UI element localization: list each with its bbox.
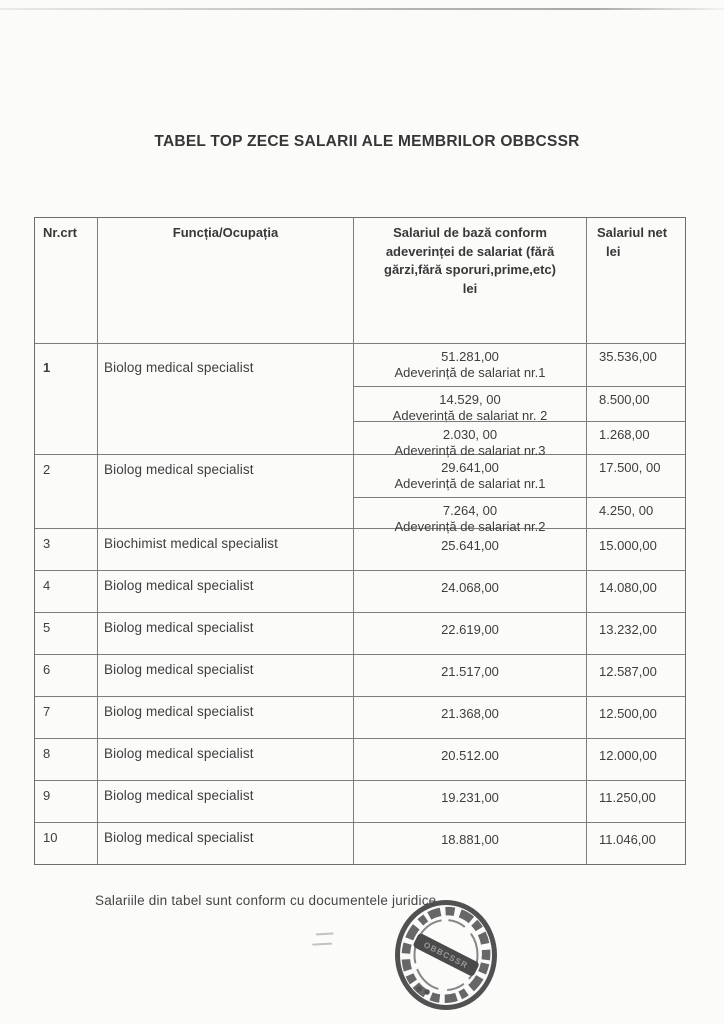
occupation-cell: Biolog medical specialist (97, 344, 353, 454)
base-salary-cell (353, 697, 586, 738)
base-salary-value: 20.512.00 (441, 748, 499, 763)
document-title: TABEL TOP ZECE SALARII ALE MEMBRILOR OBBCSSR (154, 133, 580, 150)
table-row (35, 454, 685, 534)
occupation-cell: Biolog medical specialist (97, 697, 353, 738)
base-salary-cell (353, 387, 586, 421)
salary-entries-stack (353, 655, 685, 696)
header-cell-nr: Nr.crt (43, 225, 77, 240)
salary-entry-row (353, 529, 685, 570)
net-salary-cell: 15.000,00 (586, 529, 685, 570)
header-net-line-1: Salariul net (597, 225, 668, 240)
table-row (35, 612, 685, 654)
scan-edge-artifact (0, 8, 724, 10)
certificate-note: Adeverință de salariat nr. 2 (392, 408, 548, 423)
salary-entries-stack (353, 697, 685, 738)
salary-entry-row (353, 655, 685, 696)
net-salary-cell: 1.268,00 (586, 422, 685, 454)
salary-entry-row (353, 571, 685, 612)
table-row (35, 570, 685, 612)
salary-entry-row (353, 739, 685, 780)
salary-entry-row (353, 823, 685, 864)
net-salary-cell: 11.046,00 (586, 823, 685, 864)
base-salary-value: 51.281,00 (441, 349, 499, 364)
base-salary-value: 19.231,00 (441, 790, 499, 805)
row-number-cell: 8 (43, 746, 51, 761)
net-salary-cell: 12.500,00 (586, 697, 685, 738)
certificate-note: Adeverință de salariat nr.3 (394, 443, 546, 458)
occupation-cell: Biochimist medical specialist (97, 529, 353, 570)
certificate-note: Adeverință de salariat nr.1 (394, 365, 546, 380)
header-cell-base-salary (353, 218, 586, 343)
net-salary-cell: 13.232,00 (586, 613, 685, 654)
base-salary-value: 2.030, 00 (442, 427, 498, 442)
base-salary-cell (353, 739, 586, 780)
row-number-cell: 3 (43, 536, 51, 551)
base-salary-cell (353, 422, 586, 458)
base-salary-cell (353, 655, 586, 696)
occupation-cell: Biolog medical specialist (97, 571, 353, 612)
stamp-center-text: OBBCSSR (422, 940, 470, 971)
salary-entries-stack (353, 529, 685, 570)
row-number-cell: 7 (43, 704, 51, 719)
header-base-line-2: adeverinței de salariat (fără (385, 243, 555, 259)
base-salary-value: 29.641,00 (441, 460, 499, 475)
salary-entry-row (353, 697, 685, 738)
base-salary-value: 24.068,00 (441, 580, 499, 595)
row-number-cell: 1 (43, 360, 51, 375)
base-salary-cell (353, 823, 586, 864)
base-salary-value: 25.641,00 (441, 538, 499, 553)
row-number-cell: 4 (43, 578, 51, 593)
salary-entries-stack (353, 455, 685, 534)
row-number-cell: 6 (43, 662, 51, 677)
row-number-cell: 2 (43, 462, 51, 477)
table-row (35, 738, 685, 780)
salary-entries-stack (353, 739, 685, 780)
net-salary-cell: 12.587,00 (586, 655, 685, 696)
header-base-line-1: Salariul de bază conform (393, 225, 547, 240)
base-salary-cell (353, 781, 586, 822)
header-net-line-2: lei (606, 243, 621, 259)
base-salary-cell (353, 455, 586, 497)
scan-smudge-artifact (312, 932, 337, 949)
base-salary-cell (353, 498, 586, 534)
table-row (35, 822, 685, 864)
base-salary-cell (353, 571, 586, 612)
base-salary-value: 14.529, 00 (439, 392, 501, 407)
stamp-ink-dot-2 (424, 989, 430, 995)
salary-table (34, 217, 686, 865)
header-cell-net-salary (586, 218, 685, 343)
base-salary-value: 21.517,00 (441, 664, 499, 679)
certificate-note: Adeverință de salariat nr.1 (394, 476, 546, 491)
table-row (35, 344, 685, 458)
table-row (35, 528, 685, 570)
certificate-note: Adeverință de salariat nr.2 (394, 519, 546, 534)
table-header-row (35, 218, 685, 344)
base-salary-value: 21.368,00 (441, 706, 499, 721)
salary-entry-row (353, 344, 685, 386)
base-salary-value: 7.264, 00 (442, 503, 498, 518)
net-salary-cell: 14.080,00 (586, 571, 685, 612)
salary-entry-row (353, 386, 685, 421)
net-salary-cell: 8.500,00 (586, 387, 685, 421)
occupation-cell: Biolog medical specialist (97, 823, 353, 864)
row-number-cell: 5 (43, 620, 51, 635)
footer-note: Salariile din tabel sunt conform cu documentele juridice (95, 893, 437, 908)
net-salary-cell: 4.250, 00 (586, 498, 685, 528)
header-base-line-4: lei (462, 280, 478, 296)
table-row (35, 696, 685, 738)
occupation-cell: Biolog medical specialist (97, 655, 353, 696)
net-salary-cell: 17.500, 00 (586, 455, 685, 497)
row-number-cell: 9 (43, 788, 51, 803)
salary-entry-row (353, 781, 685, 822)
header-base-line-3: gărzi,fără sporuri,prime,etc) (384, 262, 556, 277)
occupation-cell: Biolog medical specialist (97, 455, 353, 528)
base-salary-value: 22.619,00 (441, 622, 499, 637)
occupation-cell: Biolog medical specialist (97, 781, 353, 822)
salary-entry-row (353, 497, 685, 534)
salary-entry-row (353, 455, 685, 497)
salary-entry-row (353, 421, 685, 458)
salary-entries-stack (353, 613, 685, 654)
net-salary-cell: 35.536,00 (586, 344, 685, 386)
net-salary-cell: 12.000,00 (586, 739, 685, 780)
base-salary-cell (353, 344, 586, 386)
base-salary-cell (353, 613, 586, 654)
net-salary-cell: 11.250,00 (586, 781, 685, 822)
salary-entries-stack (353, 571, 685, 612)
stamp-ink-dot-1 (416, 986, 422, 992)
base-salary-cell (353, 529, 586, 570)
salary-entries-stack (353, 781, 685, 822)
table-row (35, 654, 685, 696)
round-stamp (394, 899, 498, 1013)
occupation-cell: Biolog medical specialist (97, 739, 353, 780)
salary-entries-stack (353, 344, 685, 458)
occupation-cell: Biolog medical specialist (97, 613, 353, 654)
row-number-cell: 10 (43, 830, 58, 845)
table-row (35, 780, 685, 822)
salary-entries-stack (353, 823, 685, 864)
base-salary-value: 18.881,00 (441, 832, 499, 847)
header-cell-occupation: Funcția/Ocupația (97, 218, 353, 343)
salary-table-body (35, 344, 685, 864)
salary-entry-row (353, 613, 685, 654)
